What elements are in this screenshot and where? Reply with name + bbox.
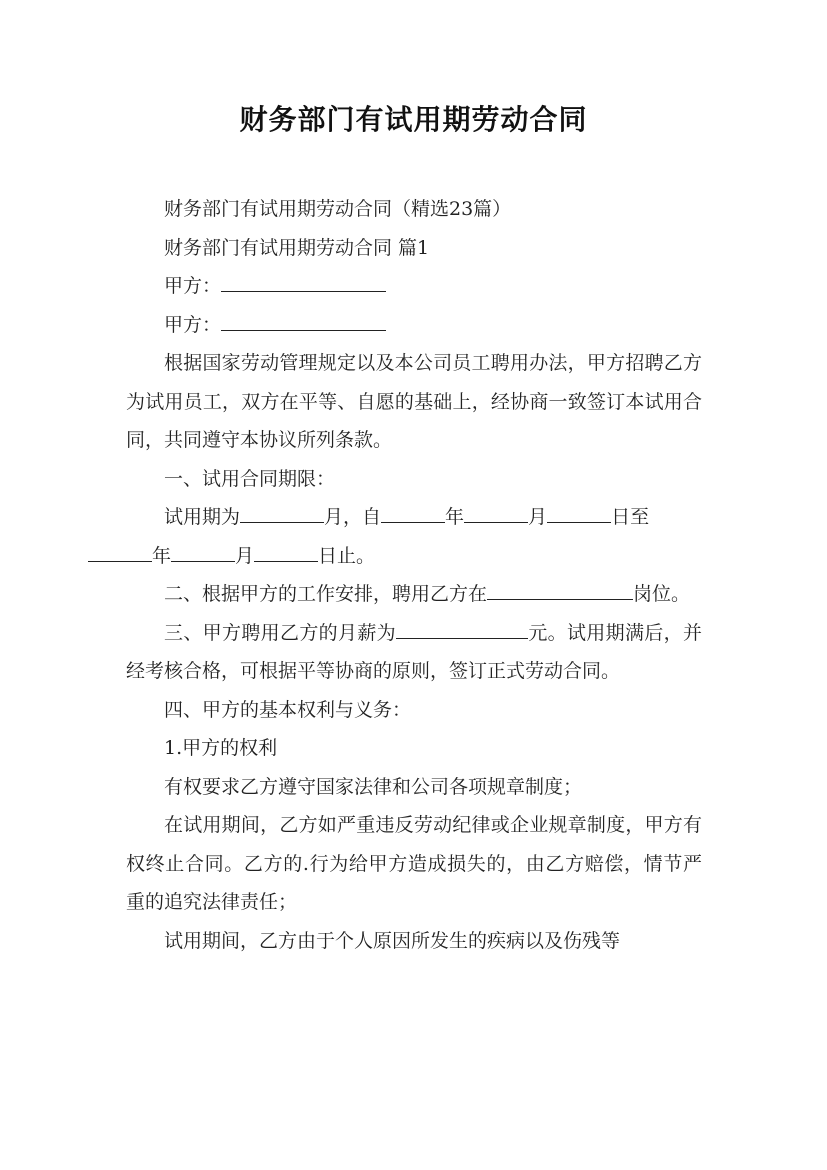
end-day-blank-field <box>254 541 318 562</box>
document-body <box>126 190 702 960</box>
clause2-text: 岗位。 <box>633 583 691 605</box>
clause2-text: 二、根据甲方的工作安排，聘用乙方在 <box>164 583 488 605</box>
party-a-label: 甲方： <box>164 275 222 297</box>
clause1-text: 月 <box>235 544 255 567</box>
clause1-paragraph <box>126 498 702 575</box>
clause1-text: 试用期为 <box>164 506 241 528</box>
end-month-blank-field <box>171 541 235 562</box>
item1-b: 在试用期间，乙方如严重违反劳动纪律或企业规章制度，甲方有权终止合同。乙方的.行为给甲方造成损失的，由乙方赔偿，情节严重的追究法律责任； <box>126 814 702 913</box>
start-month-blank-field <box>464 502 528 523</box>
party-a-blank-field <box>221 310 386 331</box>
document-title: 财务部门有试用期劳动合同 <box>239 103 588 136</box>
salary-blank-field <box>396 618 528 639</box>
clause1-heading: 一、试用合同期限： <box>164 467 336 490</box>
clause3-text: 元。试用期满后，并经考核合格，可根据平等协商的原则，签订正式劳动合同。 <box>126 621 702 682</box>
section-heading: 财务部门有试用期劳动合同 篇1 <box>164 236 430 259</box>
start-year-blank-field <box>381 502 445 523</box>
item1-c: 试用期间，乙方由于个人原因所发生的疾病以及伤残等 <box>164 929 621 952</box>
clause3-paragraph <box>126 614 702 691</box>
clause1-text: 月 <box>528 506 548 528</box>
months-blank-field <box>240 502 324 523</box>
clause1-text: 日止。 <box>318 544 376 567</box>
intro-paragraph: 根据国家劳动管理规定以及本公司员工聘用办法，甲方招聘乙方为试用员工，双方在平等、自愿的基础上，经协商一致签订本试用合同，共同遵守本协议所列条款。 <box>126 352 702 451</box>
clause1-text: 月，自 <box>324 506 382 528</box>
party-a-line-2 <box>126 306 702 345</box>
start-day-blank-field <box>547 502 611 523</box>
clause3-text: 三、甲方聘用乙方的月薪为 <box>164 621 396 644</box>
clause1-text: 年 <box>152 544 172 567</box>
clause1-text: 日至 <box>611 506 650 528</box>
party-a-blank-field <box>221 271 386 292</box>
clause4-heading: 四、甲方的基本权利与义务： <box>164 698 412 721</box>
item1-heading: 1.甲方的权利 <box>164 737 278 759</box>
item1-a: 有权要求乙方遵守国家法律和公司各项规章制度； <box>164 775 583 798</box>
clause1-text: 年 <box>445 506 465 528</box>
subtitle-line: 财务部门有试用期劳动合同（精选23篇） <box>164 198 512 220</box>
party-a-label: 甲方： <box>164 313 222 336</box>
party-a-line-1 <box>126 267 702 306</box>
end-year-blank-field <box>88 541 152 562</box>
position-blank-field <box>487 579 633 600</box>
clause2-paragraph <box>126 575 702 614</box>
